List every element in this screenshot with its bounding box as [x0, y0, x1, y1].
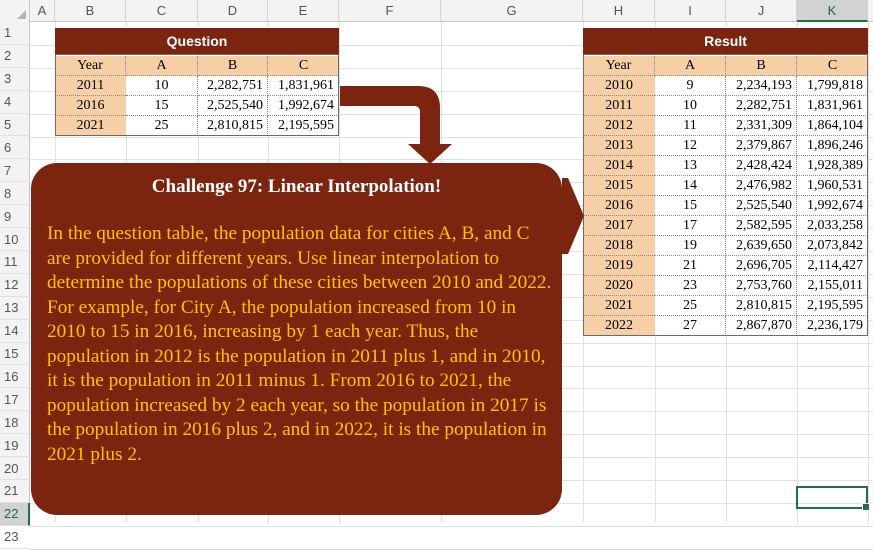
row-header-20[interactable]: 20 [0, 457, 30, 480]
question-value-cell[interactable]: 1,992,674 [268, 96, 339, 116]
result-year-cell[interactable]: 2014 [583, 156, 655, 176]
result-value-cell[interactable]: 2,753,760 [726, 276, 797, 296]
row-header-13[interactable]: 13 [0, 297, 30, 320]
result-value-cell[interactable]: 2,379,867 [726, 136, 797, 156]
question-year-cell[interactable]: 2016 [55, 96, 126, 116]
result-value-cell[interactable]: 23 [655, 276, 726, 296]
result-header-b: B [726, 56, 797, 76]
result-value-cell[interactable]: 2,428,424 [726, 156, 797, 176]
row-header-bar [0, 22, 30, 545]
result-year-cell[interactable]: 2021 [583, 296, 655, 316]
result-value-cell[interactable]: 2,810,815 [726, 296, 797, 316]
question-value-cell[interactable]: 2,810,815 [198, 116, 268, 136]
question-header-c: C [268, 56, 339, 76]
right-arrow-shape [562, 178, 584, 254]
result-year-cell[interactable]: 2017 [583, 216, 655, 236]
column-header-i[interactable]: I [655, 0, 726, 22]
row-header-16[interactable]: 16 [0, 366, 30, 389]
question-header-b: B [198, 56, 268, 76]
result-value-cell[interactable]: 1,960,531 [797, 176, 868, 196]
column-header-b[interactable]: B [55, 0, 126, 22]
result-value-cell[interactable]: 15 [655, 196, 726, 216]
select-all-corner[interactable] [0, 0, 30, 22]
question-year-cell[interactable]: 2011 [55, 76, 126, 96]
callout-paragraph-2: For example, for City A, the population increased from 10 in 2010 to 15 in 2016, increasing by 1 each year. Thus, the population in 2012 is the population in 2011 plus 1, and in 2010, it is the population in 2011 minus 1. From 2016 to 2021, the population increased by 2 each year, so the population in 2017 is the population in 2016 plus 2, and in 2022, it is the population in 2021 plus 2. [47, 296, 547, 465]
question-value-cell[interactable]: 15 [126, 96, 198, 116]
result-value-cell[interactable]: 13 [655, 156, 726, 176]
result-year-cell[interactable]: 2019 [583, 256, 655, 276]
question-value-cell[interactable]: 25 [126, 116, 198, 136]
row-header-22[interactable]: 22 [0, 503, 30, 526]
result-value-cell[interactable]: 25 [655, 296, 726, 316]
row-header-2[interactable]: 2 [0, 45, 30, 68]
result-header-c: C [797, 56, 868, 76]
result-year-cell[interactable]: 2013 [583, 136, 655, 156]
question-year-cell[interactable]: 2021 [55, 116, 126, 136]
result-value-cell[interactable]: 2,582,595 [726, 216, 797, 236]
result-header-year: Year [583, 56, 655, 76]
callout-title: Challenge 97: Linear Interpolation! [151, 176, 442, 197]
result-value-cell[interactable]: 2,331,309 [726, 116, 797, 136]
result-year-cell[interactable]: 2011 [583, 96, 655, 116]
result-value-cell[interactable]: 2,696,705 [726, 256, 797, 276]
result-value-cell[interactable]: 19 [655, 236, 726, 256]
result-value-cell[interactable]: 27 [655, 316, 726, 336]
result-title: Result [583, 28, 868, 54]
row-header-3[interactable]: 3 [0, 68, 30, 91]
row-header-5[interactable]: 5 [0, 114, 30, 137]
result-value-cell[interactable]: 21 [655, 256, 726, 276]
question-value-cell[interactable]: 2,282,751 [198, 76, 268, 96]
result-value-cell[interactable]: 14 [655, 176, 726, 196]
result-year-cell[interactable]: 2020 [583, 276, 655, 296]
row-header-6[interactable]: 6 [0, 137, 30, 160]
result-value-cell[interactable]: 2,639,650 [726, 236, 797, 256]
question-value-cell[interactable]: 2,525,540 [198, 96, 268, 116]
result-value-cell[interactable]: 10 [655, 96, 726, 116]
result-value-cell[interactable]: 2,476,982 [726, 176, 797, 196]
row-header-19[interactable]: 19 [0, 434, 30, 457]
result-value-cell[interactable]: 1,864,104 [797, 116, 868, 136]
result-value-cell[interactable]: 2,234,193 [726, 76, 797, 96]
row-header-18[interactable]: 18 [0, 411, 30, 434]
result-value-cell[interactable]: 1,799,818 [797, 76, 868, 96]
column-header-f[interactable]: F [339, 0, 441, 22]
row-header-11[interactable]: 11 [0, 251, 30, 274]
result-value-cell[interactable]: 1,831,961 [797, 96, 868, 116]
result-value-cell[interactable]: 2,033,258 [797, 216, 868, 236]
column-header-d[interactable]: D [198, 0, 268, 22]
row-header-15[interactable]: 15 [0, 343, 30, 366]
result-value-cell[interactable]: 17 [655, 216, 726, 236]
active-cell-k22[interactable] [796, 486, 868, 509]
result-value-cell[interactable]: 2,525,540 [726, 196, 797, 216]
result-value-cell[interactable]: 2,114,427 [797, 256, 868, 276]
result-year-cell[interactable]: 2012 [583, 116, 655, 136]
result-value-cell[interactable]: 2,867,870 [726, 316, 797, 336]
callout-body [47, 222, 552, 467]
row-header-21[interactable]: 21 [0, 480, 30, 503]
column-header-j[interactable]: J [726, 0, 797, 22]
result-value-cell[interactable]: 12 [655, 136, 726, 156]
column-header-g[interactable]: G [441, 0, 583, 22]
question-value-cell[interactable]: 10 [126, 76, 198, 96]
row-header-8[interactable]: 8 [0, 182, 30, 205]
result-value-cell[interactable]: 1,992,674 [797, 196, 868, 216]
result-value-cell[interactable]: 2,155,011 [797, 276, 868, 296]
result-year-cell[interactable]: 2022 [583, 316, 655, 336]
result-value-cell[interactable]: 1,896,246 [797, 136, 868, 156]
row-header-17[interactable]: 17 [0, 388, 30, 411]
row-header-4[interactable]: 4 [0, 91, 30, 114]
column-header-bar [0, 0, 873, 22]
result-value-cell[interactable]: 1,928,389 [797, 156, 868, 176]
question-value-cell[interactable]: 1,831,961 [268, 76, 339, 96]
question-header-year: Year [55, 56, 126, 76]
gridline-vertical [868, 22, 869, 523]
column-header-h[interactable]: H [583, 0, 655, 22]
result-year-cell[interactable]: 2016 [583, 196, 655, 216]
row-header-1[interactable]: 1 [0, 22, 30, 45]
result-value-cell[interactable]: 9 [655, 76, 726, 96]
result-year-cell[interactable]: 2010 [583, 76, 655, 96]
question-header-a: A [126, 56, 198, 76]
bent-arrow-shape [340, 86, 452, 164]
row-header-12[interactable]: 12 [0, 274, 30, 297]
question-title: Question [55, 28, 339, 54]
row-header-23[interactable]: 23 [0, 526, 30, 549]
result-year-cell[interactable]: 2018 [583, 236, 655, 256]
row-header-14[interactable]: 14 [0, 320, 30, 343]
result-value-cell[interactable]: 11 [655, 116, 726, 136]
gridline-horizontal [30, 526, 873, 527]
result-value-cell[interactable]: 2,236,179 [797, 316, 868, 336]
column-header-k[interactable]: K [797, 0, 868, 22]
result-value-cell[interactable]: 2,282,751 [726, 96, 797, 116]
callout-paragraph-1: In the question table, the population data for cities A, B, and C are provided for different years. Use linear interpolation to determine the populations of these cities between 2010 and 2022. [47, 223, 552, 293]
column-header-c[interactable]: C [126, 0, 198, 22]
column-header-e[interactable]: E [268, 0, 339, 22]
question-value-cell[interactable]: 2,195,595 [268, 116, 339, 136]
row-header-10[interactable]: 10 [0, 228, 30, 251]
row-header-7[interactable]: 7 [0, 159, 30, 182]
column-header-a[interactable]: A [30, 0, 55, 22]
result-value-cell[interactable]: 2,073,842 [797, 236, 868, 256]
result-header-a: A [655, 56, 726, 76]
row-header-9[interactable]: 9 [0, 205, 30, 228]
result-year-cell[interactable]: 2015 [583, 176, 655, 196]
result-value-cell[interactable]: 2,195,595 [797, 296, 868, 316]
